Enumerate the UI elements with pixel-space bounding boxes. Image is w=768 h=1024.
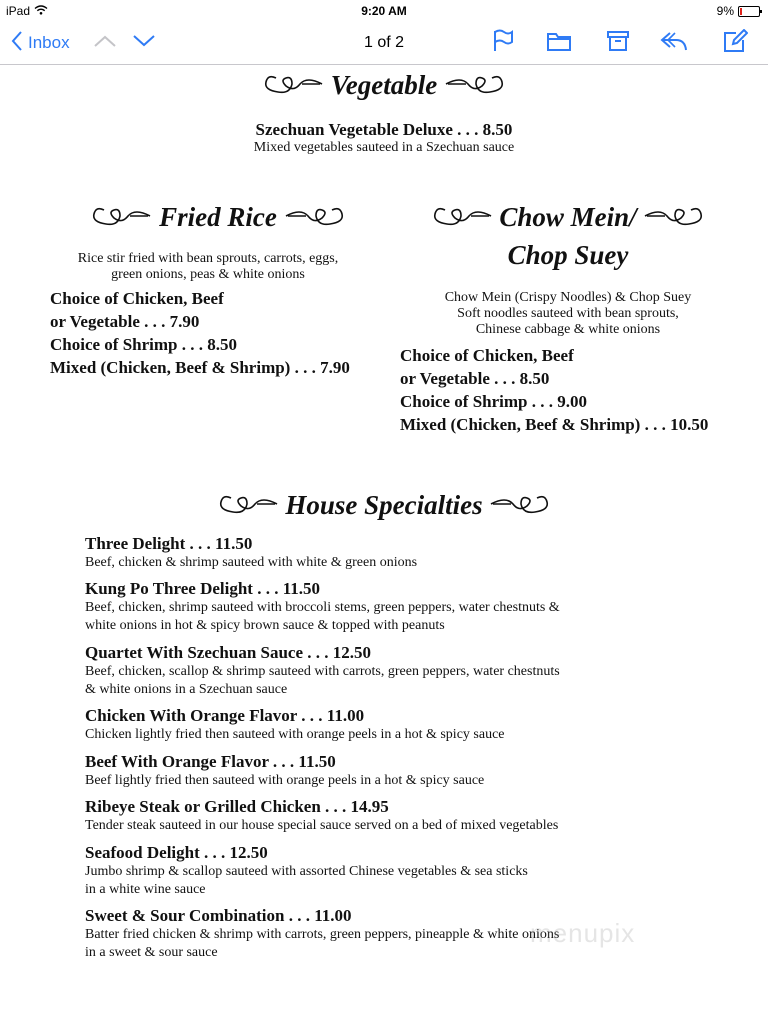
chevron-left-icon bbox=[10, 30, 24, 57]
previous-message-button[interactable] bbox=[93, 22, 117, 64]
specialty-desc: Chicken lightly fried then sauteed with orange peels in a hot & spicy sauce bbox=[85, 727, 505, 742]
fried-rice-line: Mixed (Chicken, Beef & Shrimp) . . . 7.90 bbox=[50, 358, 350, 377]
house-specialties-heading-row bbox=[0, 490, 768, 525]
chow-mein-items bbox=[400, 344, 750, 436]
chow-mein-desc-line: Chinese cabbage & white onions bbox=[475, 322, 661, 337]
specialty-desc: in a white wine sauce bbox=[85, 882, 206, 897]
flourish-right-icon bbox=[444, 70, 506, 105]
fried-rice-desc-line: Rice stir fried with bean sprouts, carrots, eggs, bbox=[77, 251, 339, 266]
specialty-desc: Beef, chicken, scallop & shrimp sauteed with carrots, green peppers, water chestnuts bbox=[85, 664, 560, 679]
specialty-desc: Jumbo shrimp & scallop sauteed with assorted Chinese vegetables & sea sticks bbox=[85, 864, 528, 879]
move-to-folder-button[interactable] bbox=[546, 22, 572, 64]
archive-icon bbox=[606, 29, 630, 58]
inbox-back-label: Inbox bbox=[28, 33, 70, 52]
chevron-down-icon bbox=[132, 34, 156, 53]
flourish-right-icon bbox=[284, 202, 346, 237]
specialty-item bbox=[85, 843, 685, 899]
specialty-name: Beef With Orange Flavor . . . 11.50 bbox=[85, 752, 336, 771]
battery-icon bbox=[738, 6, 760, 17]
fried-rice-desc bbox=[40, 251, 376, 283]
vegetable-heading-row bbox=[0, 70, 768, 105]
flag-icon bbox=[492, 29, 514, 58]
specialty-name: Seafood Delight . . . 12.50 bbox=[85, 843, 268, 862]
chow-mein-line: Choice of Chicken, Beef bbox=[400, 346, 574, 365]
chop-suey-heading: Chop Suey bbox=[507, 240, 629, 270]
watermark: menupix bbox=[530, 918, 636, 948]
specialty-desc: Beef, chicken, shrimp sauteed with broccoli stems, green peppers, water chestnuts & bbox=[85, 600, 560, 615]
chow-mein-line: Mixed (Chicken, Beef & Shrimp) . . . 10.50 bbox=[400, 415, 709, 434]
specialty-name: Chicken With Orange Flavor . . . 11.00 bbox=[85, 706, 365, 725]
house-specialties-heading: House Specialties bbox=[285, 490, 483, 520]
chow-mein-desc-line: Soft noodles sauteed with bean sprouts, bbox=[457, 306, 679, 321]
battery-level bbox=[740, 8, 742, 15]
specialty-item bbox=[85, 534, 685, 572]
chow-mein-heading-row bbox=[398, 202, 738, 237]
vegetable-item: Szechuan Vegetable Deluxe . . . 8.50 bbox=[255, 120, 513, 139]
archive-button[interactable] bbox=[606, 22, 630, 64]
specialty-name: Three Delight . . . 11.50 bbox=[85, 534, 253, 553]
specialty-desc: Tender steak sauteed in our house special sauce served on a bed of mixed vegetables bbox=[85, 818, 559, 833]
reply-button[interactable] bbox=[660, 22, 688, 64]
specialty-desc: Beef, chicken & shrimp sauteed with white & green onions bbox=[85, 555, 418, 570]
vegetable-heading: Vegetable bbox=[330, 70, 438, 100]
inbox-back-button[interactable] bbox=[10, 22, 70, 64]
flourish-left-icon bbox=[262, 70, 324, 105]
vegetable-section bbox=[0, 120, 768, 156]
specialty-item bbox=[85, 706, 685, 744]
flag-button[interactable] bbox=[492, 22, 514, 64]
chow-mein-line: or Vegetable . . . 8.50 bbox=[400, 369, 550, 388]
message-pager: 1 of 2 bbox=[363, 34, 405, 51]
flourish-right-icon bbox=[643, 202, 705, 237]
fried-rice-line: or Vegetable . . . 7.90 bbox=[50, 312, 200, 331]
specialty-desc: Batter fried chicken & shrimp with carrots, green peppers, pineapple & white onions bbox=[85, 927, 560, 942]
specialty-name: Ribeye Steak or Grilled Chicken . . . 14.95 bbox=[85, 797, 389, 816]
status-right bbox=[717, 4, 760, 18]
fried-rice-desc-line: green onions, peas & white onions bbox=[111, 267, 305, 282]
specialty-item bbox=[85, 643, 685, 699]
mail-toolbar bbox=[0, 22, 768, 65]
specialty-name: Sweet & Sour Combination . . . 11.00 bbox=[85, 906, 352, 925]
fried-rice-line: Choice of Chicken, Beef bbox=[50, 289, 224, 308]
device-name: iPad bbox=[6, 4, 31, 18]
chow-mein-desc bbox=[398, 290, 738, 338]
flourish-left-icon bbox=[431, 202, 493, 237]
specialty-item bbox=[85, 579, 685, 635]
chevron-up-icon bbox=[93, 34, 117, 53]
flourish-left-icon bbox=[90, 202, 152, 237]
chow-mein-desc-line: Chow Mein (Crispy Noodles) & Chop Suey bbox=[444, 290, 692, 305]
reply-icon bbox=[660, 30, 688, 57]
specialty-name: Quartet With Szechuan Sauce . . . 12.50 bbox=[85, 643, 372, 662]
flourish-left-icon bbox=[217, 490, 279, 525]
compose-icon bbox=[722, 29, 748, 58]
fried-rice-line: Choice of Shrimp . . . 8.50 bbox=[50, 335, 237, 354]
fried-rice-items bbox=[50, 287, 380, 379]
fried-rice-heading-row bbox=[70, 202, 366, 237]
specialty-item bbox=[85, 752, 685, 790]
compose-button[interactable] bbox=[722, 22, 748, 64]
specialty-item bbox=[85, 797, 685, 835]
specialty-desc: white onions in hot & spicy brown sauce & topped with peanuts bbox=[85, 618, 445, 633]
folder-icon bbox=[546, 30, 572, 57]
specialty-name: Kung Po Three Delight . . . 11.50 bbox=[85, 579, 321, 598]
chow-mein-line: Choice of Shrimp . . . 9.00 bbox=[400, 392, 587, 411]
specialty-desc: Beef lightly fried then sauteed with orange peels in a hot & spicy sauce bbox=[85, 773, 485, 788]
specialty-desc: & white onions in a Szechuan sauce bbox=[85, 682, 288, 697]
flourish-right-icon bbox=[489, 490, 551, 525]
specialty-desc: in a sweet & sour sauce bbox=[85, 945, 218, 960]
status-time: 9:20 AM bbox=[361, 4, 407, 18]
status-bar bbox=[0, 0, 768, 22]
next-message-button[interactable] bbox=[132, 22, 156, 64]
battery-percent: 9% bbox=[716, 4, 734, 18]
fried-rice-heading: Fried Rice bbox=[159, 202, 277, 232]
chow-mein-heading: Chow Mein/ bbox=[499, 202, 637, 232]
vegetable-desc: Mixed vegetables sauteed in a Szechuan sauce bbox=[253, 140, 515, 155]
